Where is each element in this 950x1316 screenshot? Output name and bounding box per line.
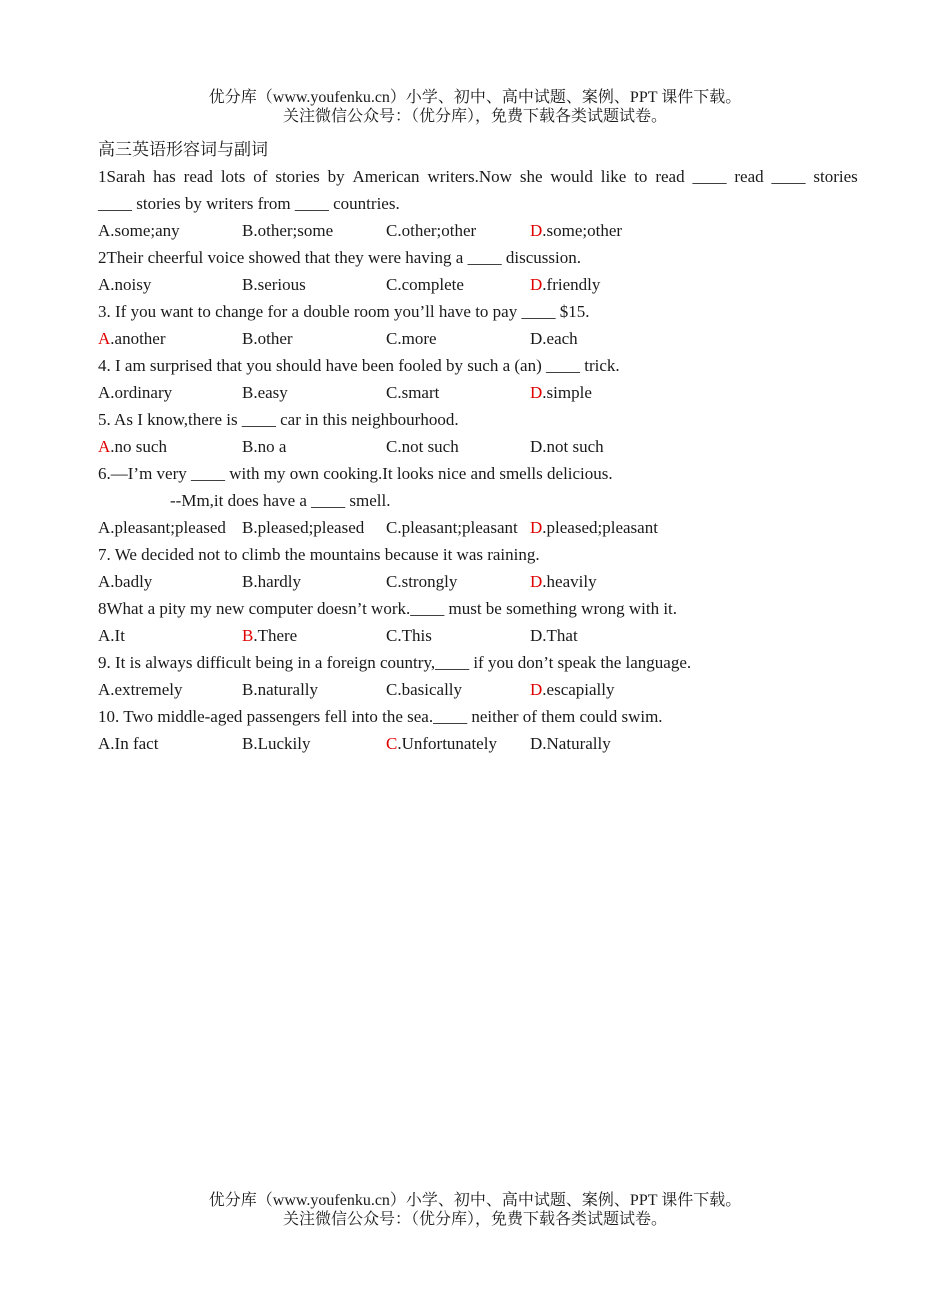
option-a bbox=[98, 217, 242, 244]
option-letter: C bbox=[386, 329, 398, 348]
option-a bbox=[98, 325, 242, 352]
page-footer bbox=[0, 1191, 950, 1229]
question-1 bbox=[98, 163, 858, 244]
footer-line-1: 优分库（www.youfenku.cn）小学、初中、高中试题、案例、PPT 课件下载。 bbox=[208, 1192, 742, 1209]
option-letter: D bbox=[530, 734, 543, 753]
option-letter: A bbox=[98, 626, 111, 645]
question-text: 3. If you want to change for a double room you’ll have to pay ____ $15. bbox=[98, 302, 590, 321]
option-text: .basically bbox=[397, 680, 463, 699]
option-text: .easy bbox=[253, 383, 288, 402]
option-letter: C bbox=[386, 626, 398, 645]
question-2 bbox=[98, 244, 858, 298]
option-letter: D bbox=[530, 275, 543, 294]
option-c bbox=[386, 217, 530, 244]
option-d bbox=[530, 217, 622, 244]
option-text: .That bbox=[542, 626, 578, 645]
options-row bbox=[98, 271, 858, 298]
option-a bbox=[98, 514, 242, 541]
option-c bbox=[386, 514, 530, 541]
question-text: 5. As I know,there is ____ car in this neighbourhood. bbox=[98, 410, 459, 429]
options-row bbox=[98, 676, 858, 703]
option-text: .not such bbox=[397, 437, 459, 456]
options-row bbox=[98, 568, 858, 595]
option-d bbox=[530, 325, 578, 352]
worksheet-title: 高三英语形容词与副词 bbox=[98, 140, 268, 159]
question-reply-text: --Mm,it does have a ____ smell. bbox=[170, 491, 391, 510]
option-text: .ordinary bbox=[110, 383, 173, 402]
option-a bbox=[98, 568, 242, 595]
question-text: 8What a pity my new computer doesn’t work.____ must be something wrong with it. bbox=[98, 599, 678, 618]
option-letter: C bbox=[386, 680, 398, 699]
option-text: .There bbox=[253, 626, 298, 645]
question-9 bbox=[98, 649, 858, 703]
header-line-2: 关注微信公众号：（优分库），免费下载各类试题试卷。 bbox=[282, 108, 667, 125]
option-b bbox=[242, 568, 386, 595]
option-c bbox=[386, 433, 530, 460]
option-text: .smart bbox=[397, 383, 440, 402]
option-text: .In fact bbox=[110, 734, 159, 753]
question-text: ____ stories by writers from ____ countries. bbox=[98, 194, 400, 213]
options-row bbox=[98, 730, 858, 757]
option-letter: B bbox=[242, 680, 254, 699]
option-text: .extremely bbox=[110, 680, 183, 699]
options-row bbox=[98, 217, 858, 244]
option-letter: D bbox=[530, 383, 543, 402]
option-d bbox=[530, 676, 615, 703]
option-c bbox=[386, 271, 530, 298]
option-letter: B bbox=[242, 275, 254, 294]
option-letter: A bbox=[98, 572, 111, 591]
option-text: .It bbox=[110, 626, 125, 645]
option-text: .some;other bbox=[542, 221, 623, 240]
option-text: .naturally bbox=[253, 680, 319, 699]
question-text: 4. I am surprised that you should have been fooled by such a (an) ____ trick. bbox=[98, 356, 620, 375]
option-text: .friendly bbox=[542, 275, 601, 294]
option-text: .noisy bbox=[110, 275, 152, 294]
option-text: .no a bbox=[253, 437, 287, 456]
option-text: .another bbox=[110, 329, 166, 348]
option-letter: D bbox=[530, 626, 543, 645]
option-letter: C bbox=[386, 518, 398, 537]
option-letter: D bbox=[530, 680, 543, 699]
option-letter: A bbox=[98, 518, 111, 537]
options-row bbox=[98, 622, 858, 649]
option-b bbox=[242, 730, 386, 757]
question-5 bbox=[98, 406, 858, 460]
option-text: .more bbox=[397, 329, 437, 348]
option-letter: C bbox=[386, 572, 398, 591]
option-letter: B bbox=[242, 626, 254, 645]
option-text: .complete bbox=[397, 275, 464, 294]
question-8 bbox=[98, 595, 858, 649]
option-b bbox=[242, 622, 386, 649]
option-a bbox=[98, 433, 242, 460]
option-text: .other bbox=[253, 329, 293, 348]
option-d bbox=[530, 379, 592, 406]
option-b bbox=[242, 217, 386, 244]
question-text: 2Their cheerful voice showed that they were having a ____ discussion. bbox=[98, 248, 581, 267]
question-7 bbox=[98, 541, 858, 595]
option-letter: A bbox=[98, 221, 111, 240]
option-text: .heavily bbox=[542, 572, 597, 591]
option-letter: D bbox=[530, 518, 543, 537]
option-text: .escapially bbox=[542, 680, 615, 699]
option-text: .some;any bbox=[110, 221, 180, 240]
option-letter: A bbox=[98, 437, 111, 456]
option-letter: B bbox=[242, 518, 254, 537]
option-a bbox=[98, 379, 242, 406]
page-header bbox=[0, 88, 950, 126]
option-letter: B bbox=[242, 329, 254, 348]
option-letter: A bbox=[98, 329, 111, 348]
option-letter: C bbox=[386, 275, 398, 294]
option-letter: D bbox=[530, 221, 543, 240]
option-text: .Unfortunately bbox=[397, 734, 497, 753]
option-a bbox=[98, 676, 242, 703]
question-list bbox=[98, 163, 858, 757]
option-b bbox=[242, 325, 386, 352]
option-text: .Naturally bbox=[542, 734, 611, 753]
option-letter: C bbox=[386, 734, 398, 753]
option-text: .other;some bbox=[253, 221, 334, 240]
option-letter: C bbox=[386, 437, 398, 456]
option-letter: A bbox=[98, 734, 111, 753]
option-a bbox=[98, 730, 242, 757]
option-letter: D bbox=[530, 437, 543, 456]
option-b bbox=[242, 514, 386, 541]
option-text: .each bbox=[542, 329, 578, 348]
option-a bbox=[98, 271, 242, 298]
option-c bbox=[386, 568, 530, 595]
question-10 bbox=[98, 703, 858, 757]
option-text: .Luckily bbox=[253, 734, 311, 753]
option-letter: A bbox=[98, 275, 111, 294]
option-text: .pleased;pleased bbox=[253, 518, 365, 537]
question-text: 6.—I’m very ____ with my own cooking.It looks nice and smells delicious. bbox=[98, 464, 613, 483]
option-b bbox=[242, 433, 386, 460]
option-d bbox=[530, 568, 597, 595]
option-letter: A bbox=[98, 680, 111, 699]
option-letter: B bbox=[242, 734, 254, 753]
option-c bbox=[386, 676, 530, 703]
option-letter: D bbox=[530, 572, 543, 591]
option-text: .This bbox=[397, 626, 432, 645]
option-c bbox=[386, 622, 530, 649]
option-text: .pleasant;pleasant bbox=[397, 518, 518, 537]
question-3 bbox=[98, 298, 858, 352]
options-row bbox=[98, 433, 858, 460]
option-letter: B bbox=[242, 221, 254, 240]
question-text: 10. Two middle-aged passengers fell into the sea.____ neither of them could swim. bbox=[98, 707, 663, 726]
option-b bbox=[242, 676, 386, 703]
option-text: .no such bbox=[110, 437, 167, 456]
option-d bbox=[530, 514, 658, 541]
footer-line-2: 关注微信公众号：（优分库），免费下载各类试题试卷。 bbox=[282, 1211, 667, 1228]
option-letter: D bbox=[530, 329, 543, 348]
option-text: .other;other bbox=[397, 221, 477, 240]
option-text: .serious bbox=[253, 275, 306, 294]
option-c bbox=[386, 325, 530, 352]
option-text: .not such bbox=[542, 437, 604, 456]
option-b bbox=[242, 271, 386, 298]
question-text: 1Sarah has read lots of stories by American writers.Now she would like to read ____ read ____ stories bbox=[98, 167, 858, 186]
option-text: .badly bbox=[110, 572, 153, 591]
question-text: 7. We decided not to climb the mountains because it was raining. bbox=[98, 545, 540, 564]
option-d bbox=[530, 271, 600, 298]
option-letter: A bbox=[98, 383, 111, 402]
option-c bbox=[386, 379, 530, 406]
option-d bbox=[530, 433, 604, 460]
options-row bbox=[98, 514, 858, 541]
question-4 bbox=[98, 352, 858, 406]
worksheet-body bbox=[98, 136, 858, 757]
options-row bbox=[98, 379, 858, 406]
option-d bbox=[530, 622, 578, 649]
header-line-1: 优分库（www.youfenku.cn）小学、初中、高中试题、案例、PPT 课件下载。 bbox=[208, 89, 742, 106]
option-text: .strongly bbox=[397, 572, 458, 591]
option-a bbox=[98, 622, 242, 649]
options-row bbox=[98, 325, 858, 352]
option-text: .pleasant;pleased bbox=[110, 518, 226, 537]
option-letter: B bbox=[242, 437, 254, 456]
question-text: 9. It is always difficult being in a foreign country,____ if you don’t speak the language. bbox=[98, 653, 692, 672]
option-letter: B bbox=[242, 383, 254, 402]
option-letter: C bbox=[386, 383, 398, 402]
option-b bbox=[242, 379, 386, 406]
option-text: .simple bbox=[542, 383, 592, 402]
option-d bbox=[530, 730, 611, 757]
option-letter: B bbox=[242, 572, 254, 591]
option-text: .hardly bbox=[253, 572, 302, 591]
option-letter: C bbox=[386, 221, 398, 240]
option-c bbox=[386, 730, 530, 757]
option-text: .pleased;pleasant bbox=[542, 518, 658, 537]
question-6 bbox=[98, 460, 858, 541]
